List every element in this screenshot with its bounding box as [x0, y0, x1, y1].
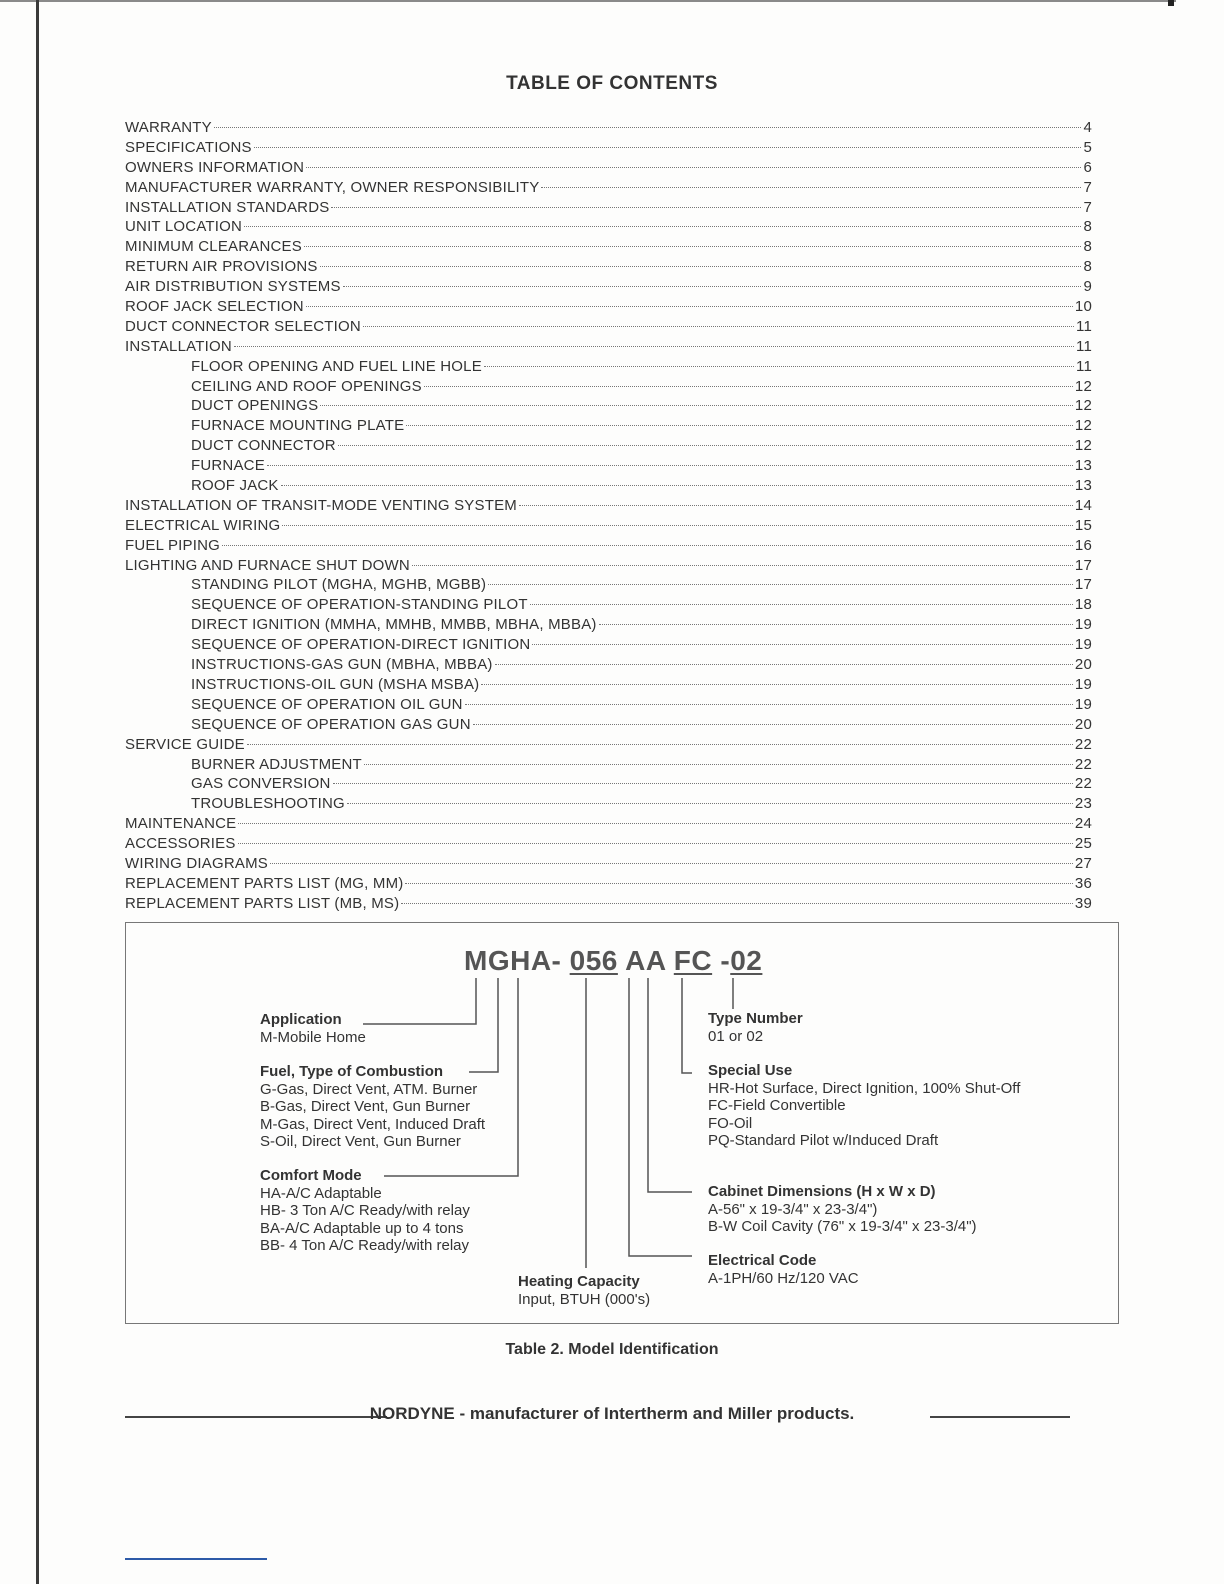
toc-entry-label: FUEL PIPING	[125, 536, 220, 554]
fuel-line: G-Gas, Direct Vent, ATM. Burner	[260, 1080, 478, 1098]
toc-entry-page: 12	[1074, 397, 1092, 415]
application-group	[260, 1011, 366, 1046]
toc-entry	[125, 496, 1092, 516]
toc-entry	[125, 257, 1092, 277]
toc-entry-page: 36	[1074, 874, 1092, 892]
toc-entry-label: DUCT CONNECTOR SELECTION	[125, 317, 361, 335]
toc-entry-page: 13	[1074, 457, 1092, 475]
special-use-heading: Special Use	[708, 1062, 793, 1079]
toc-entry	[125, 396, 1092, 416]
heating-line: Input, BTUH (000's)	[518, 1290, 651, 1308]
toc-title: TABLE OF CONTENTS	[506, 73, 718, 94]
toc-entry-page: 25	[1074, 835, 1092, 853]
toc-leader-dots	[465, 704, 1073, 705]
model-code-part: MGHA-	[464, 945, 562, 976]
toc-entry	[125, 834, 1092, 854]
special-use-line: FC-Field Convertible	[708, 1097, 846, 1114]
type-number-heading: Type Number	[708, 1010, 803, 1027]
toc-leader-dots	[519, 505, 1073, 506]
toc-leader-dots	[405, 883, 1072, 884]
toc-entry-label: WIRING DIAGRAMS	[125, 854, 269, 872]
toc-entry-label: REPLACEMENT PARTS LIST (MB, MS)	[125, 894, 400, 912]
electrical-group	[708, 1252, 859, 1287]
toc-entry	[125, 556, 1092, 576]
toc-entry	[125, 894, 1092, 914]
toc-leader-dots	[222, 545, 1073, 546]
toc-entry-page: 11	[1076, 317, 1092, 335]
toc-entry	[125, 377, 1092, 397]
toc-entry-label: DIRECT IGNITION (MMHA, MMHB, MMBB, MBHA, MBBA)	[191, 616, 597, 634]
comfort-line: HB- 3 Ton A/C Ready/with relay	[260, 1202, 470, 1219]
toc-entry-label: SEQUENCE OF OPERATION-DIRECT IGNITION	[191, 636, 531, 654]
fuel-line: M-Gas, Direct Vent, Induced Draft	[260, 1115, 486, 1133]
toc-entry-page: 22	[1074, 755, 1092, 773]
toc-leader-dots	[281, 485, 1073, 486]
toc-entry-page: 12	[1074, 417, 1092, 435]
toc-leader-dots	[306, 167, 1081, 168]
footer	[0, 1404, 1224, 1428]
toc-entry-label: MINIMUM CLEARANCES	[125, 238, 302, 256]
model-code-part: 056	[569, 945, 618, 976]
toc-entry	[125, 675, 1092, 695]
toc-entry-page: 22	[1074, 775, 1092, 793]
toc-entry	[125, 198, 1092, 218]
fuel-line: B-Gas, Direct Vent, Gun Burner	[260, 1098, 471, 1115]
toc-leader-dots	[488, 584, 1073, 585]
toc-entry-page: 15	[1074, 516, 1092, 534]
toc-entry	[125, 138, 1092, 158]
toc-entry	[125, 158, 1092, 178]
toc-leader-dots	[214, 127, 1082, 128]
toc-entry-label: OWNERS INFORMATION	[125, 158, 305, 176]
toc-entry-page: 39	[1074, 894, 1092, 912]
toc-entry-page: 17	[1074, 576, 1092, 594]
footer-rule-right	[930, 1416, 1070, 1418]
toc-leader-dots	[282, 525, 1073, 526]
toc-entry-label: SEQUENCE OF OPERATION GAS GUN	[191, 715, 471, 733]
toc-entry-label: UNIT LOCATION	[125, 218, 243, 236]
toc-entry-page: 27	[1074, 854, 1092, 872]
toc-entry	[125, 536, 1092, 556]
comfort-line: BB- 4 Ton A/C Ready/with relay	[260, 1237, 469, 1254]
toc-entry-label: SERVICE GUIDE	[125, 735, 245, 753]
toc-entry	[125, 456, 1092, 476]
toc-entry	[125, 317, 1092, 337]
toc-leader-dots	[347, 803, 1073, 804]
toc-entry-label: RETURN AIR PROVISIONS	[125, 258, 318, 276]
toc-entry-page: 7	[1083, 178, 1092, 196]
toc-leader-dots	[532, 644, 1073, 645]
type-number-group	[708, 1010, 803, 1045]
toc-entry	[125, 516, 1092, 536]
toc-entry-label: INSTRUCTIONS-OIL GUN (MSHA MSBA)	[191, 675, 480, 693]
toc-entry-page: 8	[1083, 238, 1092, 256]
toc-entry	[125, 118, 1092, 138]
toc-leader-dots	[401, 903, 1073, 904]
toc-entry-label: ROOF JACK	[191, 477, 279, 495]
model-code-part: -	[712, 945, 731, 976]
toc-entry	[125, 277, 1092, 297]
toc-entry-page: 8	[1083, 218, 1092, 236]
scan-mark	[1168, 0, 1174, 6]
toc-entry-label: SEQUENCE OF OPERATION-STANDING PILOT	[191, 596, 528, 614]
toc-leader-dots	[238, 843, 1073, 844]
comfort-line: HA-A/C Adaptable	[260, 1184, 382, 1202]
electrical-line: A-1PH/60 Hz/120 VAC	[708, 1269, 859, 1287]
toc-entry	[125, 635, 1092, 655]
toc-entry	[125, 874, 1092, 894]
fuel-heading: Fuel, Type of Combustion	[260, 1063, 444, 1080]
toc-leader-dots	[306, 306, 1073, 307]
toc-entry-label: SEQUENCE OF OPERATION OIL GUN	[191, 695, 463, 713]
toc-leader-dots	[541, 187, 1081, 188]
toc-entry	[125, 794, 1092, 814]
toc-entry-page: 19	[1074, 695, 1092, 713]
toc-entry	[125, 357, 1092, 377]
toc-leader-dots	[363, 326, 1074, 327]
toc-entry-label: SPECIFICATIONS	[125, 138, 252, 156]
heating-group	[518, 1273, 650, 1308]
toc-leader-dots	[333, 783, 1073, 784]
toc-entry-label: AIR DISTRIBUTION SYSTEMS	[125, 278, 341, 296]
toc-entry-label: TROUBLESHOOTING	[191, 795, 345, 813]
toc-entry-label: STANDING PILOT (MGHA, MGHB, MGBB)	[191, 576, 487, 594]
model-identification-box	[125, 922, 1119, 1324]
toc-entry-page: 9	[1083, 278, 1092, 296]
fuel-group	[260, 1063, 485, 1151]
toc-leader-dots	[270, 863, 1073, 864]
model-code-part: FC	[673, 945, 713, 976]
toc-entry-label: ELECTRICAL WIRING	[125, 516, 281, 534]
table-of-contents	[125, 118, 1092, 914]
toc-entry	[125, 814, 1092, 834]
toc-entry-label: GAS CONVERSION	[191, 775, 331, 793]
comfort-group	[260, 1167, 470, 1255]
toc-entry-label: INSTALLATION STANDARDS	[125, 198, 330, 216]
toc-entry-label: WARRANTY	[125, 119, 212, 136]
toc-entry-label: FURNACE MOUNTING PLATE	[191, 417, 405, 435]
toc-entry	[125, 774, 1092, 794]
toc-leader-dots	[254, 147, 1082, 148]
toc-entry	[125, 337, 1092, 357]
model-code-part: AA	[617, 945, 674, 976]
toc-leader-dots	[267, 465, 1073, 466]
comfort-line: BA-A/C Adaptable up to 4 tons	[260, 1219, 464, 1237]
toc-entry-page: 10	[1074, 298, 1092, 316]
toc-entry-label: BURNER ADJUSTMENT	[191, 755, 362, 773]
toc-entry-label: INSTALLATION	[125, 337, 232, 355]
toc-leader-dots	[484, 366, 1074, 367]
toc-entry-page: 11	[1076, 337, 1092, 355]
toc-leader-dots	[495, 664, 1073, 665]
toc-entry-label: ROOF JACK SELECTION	[125, 298, 304, 316]
application-heading: Application	[260, 1011, 342, 1028]
toc-entry-page: 24	[1074, 815, 1092, 833]
footer-text: NORDYNE - manufacturer of Intertherm and Miller products.	[369, 1404, 855, 1423]
cabinet-heading: Cabinet Dimensions (H x W x D)	[708, 1183, 936, 1200]
toc-leader-dots	[599, 624, 1073, 625]
toc-leader-dots	[234, 346, 1074, 347]
toc-entry	[125, 178, 1092, 198]
toc-entry-page: 7	[1083, 198, 1092, 216]
toc-leader-dots	[320, 405, 1073, 406]
fuel-line: S-Oil, Direct Vent, Gun Burner	[260, 1133, 461, 1150]
toc-entry-label: DUCT CONNECTOR	[191, 437, 336, 455]
toc-entry-label: DUCT OPENINGS	[191, 397, 319, 415]
toc-entry-page: 6	[1083, 158, 1092, 176]
toc-entry-page: 8	[1083, 258, 1092, 276]
special-use-line: PQ-Standard Pilot w/Induced Draft	[708, 1132, 939, 1149]
toc-leader-dots	[331, 207, 1081, 208]
scan-edge-top	[0, 0, 1176, 2]
electrical-heading: Electrical Code	[708, 1252, 817, 1269]
toc-entry-page: 12	[1074, 377, 1092, 395]
toc-leader-dots	[481, 684, 1073, 685]
toc-entry-page: 5	[1083, 138, 1092, 156]
toc-leader-dots	[238, 823, 1073, 824]
toc-entry-label: LIGHTING AND FURNACE SHUT DOWN	[125, 556, 410, 574]
toc-entry-label: ACCESSORIES	[125, 835, 236, 853]
toc-leader-dots	[424, 386, 1073, 387]
toc-entry	[125, 297, 1092, 317]
toc-leader-dots	[304, 246, 1082, 247]
cabinet-line: A-56" x 19-3/4" x 23-3/4")	[708, 1200, 878, 1218]
toc-entry-label: FLOOR OPENING AND FUEL LINE HOLE	[191, 357, 482, 375]
toc-entry-label: FURNACE	[191, 457, 265, 475]
toc-leader-dots	[343, 286, 1082, 287]
toc-entry-page: 18	[1074, 596, 1092, 614]
toc-entry-page: 20	[1074, 656, 1092, 674]
application-line: M-Mobile Home	[260, 1028, 366, 1046]
toc-entry	[125, 615, 1092, 635]
model-code-part: 02	[730, 945, 763, 976]
toc-entry-page: 11	[1076, 357, 1092, 375]
type-number-line: 01 or 02	[708, 1027, 764, 1045]
toc-leader-dots	[338, 445, 1073, 446]
cabinet-line: B-W Coil Cavity (76" x 19-3/4" x 23-3/4")	[708, 1218, 977, 1235]
toc-leader-dots	[247, 744, 1073, 745]
toc-leader-dots	[364, 764, 1073, 765]
toc-entry	[125, 735, 1092, 755]
toc-entry	[125, 416, 1092, 436]
special-use-group	[708, 1062, 1020, 1150]
toc-leader-dots	[406, 425, 1073, 426]
toc-entry	[125, 755, 1092, 775]
toc-entry-page: 17	[1074, 556, 1092, 574]
heating-heading: Heating Capacity	[518, 1273, 640, 1290]
toc-entry-label: REPLACEMENT PARTS LIST (MG, MM)	[125, 874, 404, 892]
toc-entry	[125, 217, 1092, 237]
toc-entry-page: 16	[1074, 536, 1092, 554]
page-stub-line	[125, 1558, 267, 1560]
toc-entry	[125, 715, 1092, 735]
toc-entry-page: 19	[1074, 616, 1092, 634]
toc-entry-label: MANUFACTURER WARRANTY, OWNER RESPONSIBILITY	[125, 178, 540, 196]
toc-entry	[125, 436, 1092, 456]
toc-entry-page: 14	[1074, 496, 1092, 514]
toc-entry-label: INSTALLATION OF TRANSIT-MODE VENTING SYSTEM	[125, 496, 517, 514]
toc-entry	[125, 476, 1092, 496]
toc-leader-dots	[473, 724, 1073, 725]
comfort-heading: Comfort Mode	[260, 1167, 362, 1184]
toc-entry-page: 4	[1083, 119, 1092, 136]
toc-entry-page: 22	[1074, 735, 1092, 753]
toc-entry	[125, 695, 1092, 715]
toc-leader-dots	[244, 226, 1081, 227]
toc-entry-label: CEILING AND ROOF OPENINGS	[191, 377, 422, 395]
special-use-line: HR-Hot Surface, Direct Ignition, 100% Shut-Off	[708, 1079, 1021, 1097]
toc-entry	[125, 237, 1092, 257]
toc-entry	[125, 595, 1092, 615]
toc-entry-label: INSTRUCTIONS-GAS GUN (MBHA, MBBA)	[191, 656, 493, 674]
toc-entry	[125, 575, 1092, 595]
toc-entry-page: 20	[1074, 715, 1092, 733]
toc-entry-page: 19	[1074, 675, 1092, 693]
special-use-line: FO-Oil	[708, 1114, 753, 1132]
toc-entry-page: 19	[1074, 636, 1092, 654]
toc-leader-dots	[530, 604, 1073, 605]
toc-leader-dots	[320, 266, 1082, 267]
toc-entry-page: 13	[1074, 477, 1092, 495]
cabinet-group	[708, 1183, 977, 1236]
toc-entry-page: 23	[1074, 795, 1092, 813]
toc-leader-dots	[412, 565, 1073, 566]
table-caption: Table 2. Model Identification	[505, 1341, 719, 1358]
toc-entry-label: MAINTENANCE	[125, 815, 237, 833]
toc-entry	[125, 655, 1092, 675]
toc-entry-page: 12	[1074, 437, 1092, 455]
toc-entry	[125, 854, 1092, 874]
